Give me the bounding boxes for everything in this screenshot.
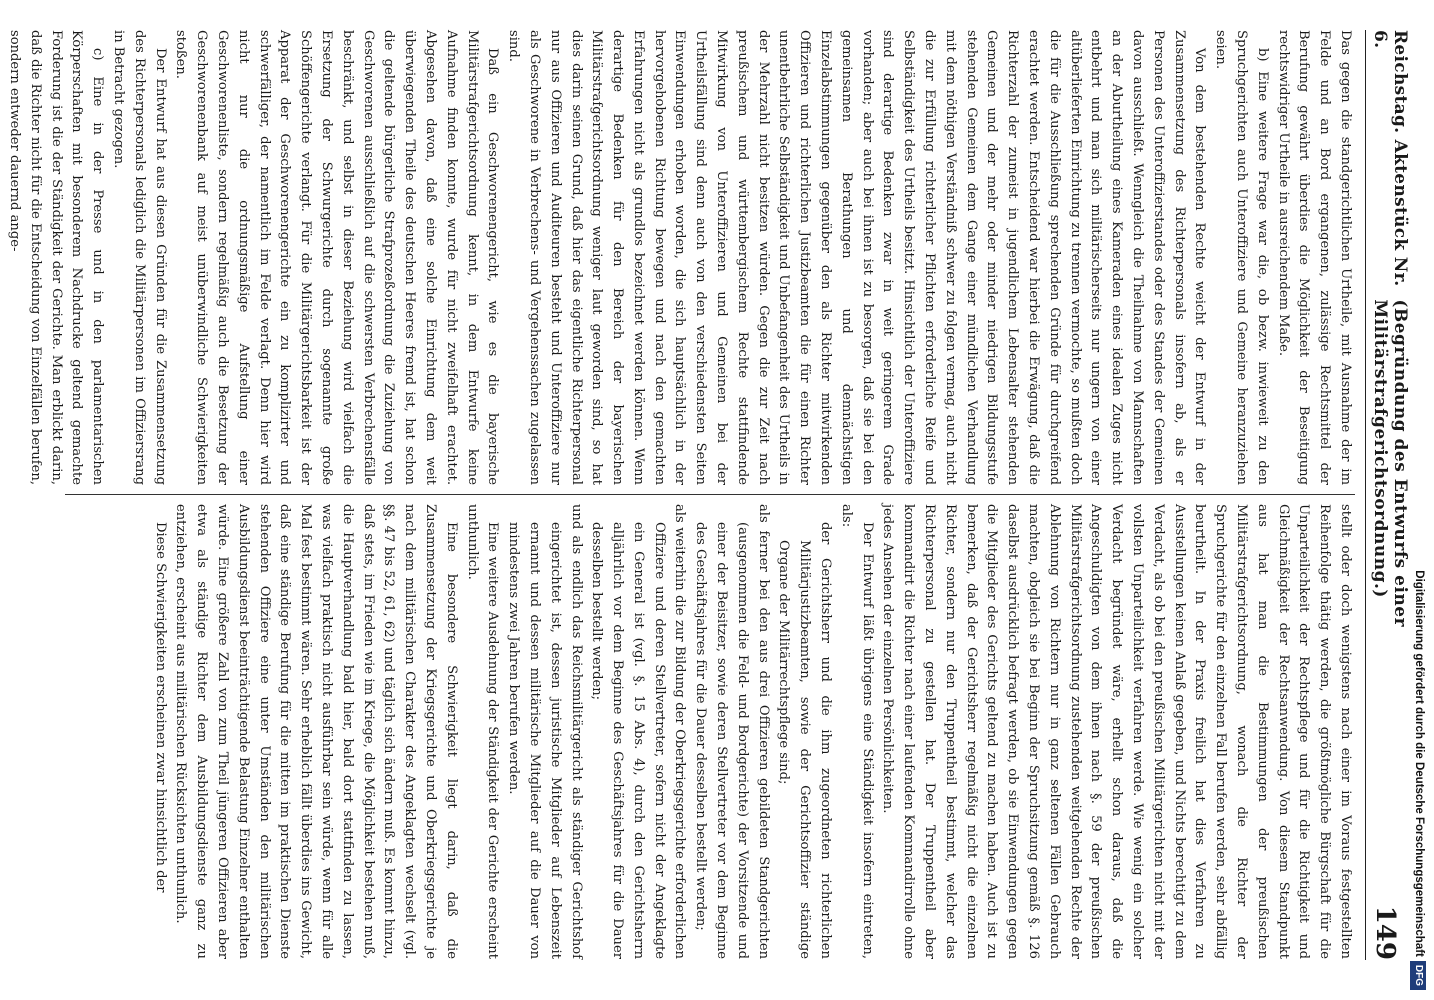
list-item: und als endlich das Reichsmilitärgericht als ständiger Gerichtshof eingerichtet ist, dessen juristische Mitglieder auf Lebenszeit ernannt und dessen militärische Mitglieder auf die Dauer von mindestens zwei Jahren berufen werden. (506, 504, 584, 959)
list-item: der Gerichtsherr und die ihm zugeordneten richterlichen Militärjustizbeamten, sowie der Gerichtsoffizier ständige Organe der Militärrechtspflege sind; (776, 522, 834, 959)
paragraph: c) Eine in der Presse und in den parlamentarischen Körperschaften mit besonderem Nachdrucke geltend gemachte Forderung ist die der Ständigkeit der Gerichte. Man erblickt darin, daß die Richter nicht für die Entscheidung von Einzelfällen berufen, sondern entweder dauernd ange- (7, 30, 106, 485)
header-left: Reichstag. Aktenstück Nr. 6. (1370, 30, 1410, 287)
dfg-logo: DFG (1410, 961, 1426, 990)
paragraph: Eine weitere Ausdehnung der Ständigkeit der Gerichte erscheint unthunlich. (464, 504, 501, 959)
paragraph: Der Entwurf läßt übrigens eine Ständigkeit insofern eintreten, als: (838, 504, 875, 959)
list-item: als ferner bei den aus drei Offizieren gebildeten Standgerichten (ausgenommen die Feld- und Bordgerichte) der Vorsitzende und einer der Beisitzer, sowie deren Stellvertreter vor dem Beginne des Geschäftsjahres für die Dauer desselben bestellt werden; (693, 504, 771, 959)
right-column (55, 504, 1355, 959)
printed-page (7, 30, 1410, 960)
list-item: als weiterhin die zur Bildung der Oberkriegsgerichte erforderlichen Offiziere und deren Stellvertreter, sofern nicht der Angeklagte ein General ist (vgl. §. 15 Abs. 4), durch den Gerichtsherrn alljährlich vor dem Beginne des Geschäftsjahres für die Dauer desselben bestellt werden; (589, 504, 688, 959)
rotated-page-area (7, 30, 1410, 960)
paragraph: Von dem bestehenden Rechte weicht der Entwurf in der Zusammensetzung des Richterpersonals insofern ab, als er Personen des Unteroffizierstandes oder des Standes der Gemeinen davon ausschließt. Wenngleich die Theilnahme von Mannschaften an der Aburtheilung eines Kameraden eines idealen Zuges nicht entbehrt und man sich militärischerseits nur ungern von einer altüberlieferten Einrichtung zu trennen vermochte, so mußten doch die für die Ausschließung sprechenden Gründe für durchgreifend erachtet werden. Entscheidend war hierbei die Erwägung, daß die Richterzahl der zumeist in jugendlichem Lebensalter stehenden Gemeinen und der mehr oder minder niedrigen Bildungsstufe stehenden Gemeinen dem Gange einer mündlichen Verhandlung mit dem nöthigen Verständniß schwer zu folgen vermag, auch nicht die zur Erfüllung richterlicher Pflichten erforderliche Reife und Selbständigkeit des Urtheils besitzt. Hinsichtlich der Unteroffiziere sind derartige Bedenken zwar in weit geringerem Grade vorhanden; aber auch bei ihnen ist zu besorgen, daß sie bei den gemeinsamen Berathungen und demnächstigen Einzelabstimmungen gegenüber den als Richter mitwirkenden Offizieren und richterlichen Justizbeamten die für einen Richter unentbehrliche Selbständigkeit und Unbefangenheit des Urtheils in der Mehrzahl nicht besitzen würden. Gegen die zur Zeit nach preußischem und württembergischem Rechte stattfindende Mitwirkung von Unteroffizieren und Gemeinen bei der Urtheilsfällung sind denn auch von den verschiedensten Seiten Einwendungen erhoben worden, die sich hauptsächlich in der hervorgehobenen Richtung bewegen und nach den gemachten Erfahrungen nicht als grundlos bezeichnet werden können. Wenn derartige Bedenken für den Bereich der bayerischen Militärstrafgerichtsordnung weniger laut geworden sind, so hat dies darin seinen Grund, daß hier das eigentliche Richterpersonal nur aus Offizieren und Auditeuren besteht und Unteroffiziere nur als Geschworene in Verbrechens- und Vergehenssachen zugelassen sind. (506, 30, 1208, 485)
paragraph: Diese Schwierigkeiten erscheinen zwar hinsichtlich der (152, 522, 168, 893)
page-number: 149 (1370, 905, 1400, 960)
paragraph: stellt oder doch wenigstens nach einer im Voraus festgestellten Reihenfolge thätig werden, die größtmögliche Bürgschaft für die Unparteilichkeit der Rechtspflege und für die Richtigkeit und Gleichmäßigkeit der Rechtsanwendung. Von diesem Standpunkt aus hat man die Bestimmungen der preußischen Militärstrafgerichtsordnung, wonach die Richter der Spruchgerichte für den einzelnen Fall berufen werden, sehr abfällig beurtheilt. In der Praxis freilich hat dies Verfahren zu Ausstellungen keinen Anlaß gegeben, und Nichts berechtigt zu dem Verdacht, als ob bei den preußischen Militärgerichten nicht mit der vollsten Unparteilichkeit verfahren werde. Wie wenig ein solcher Verdacht begründet wäre, erhellt schon daraus, daß die Angeschuldigten von dem ihnen nach §. 59 der preußischen Militärstrafgerichtsordnung zustehenden weitgehenden Rechte der Ablehnung von Richtern nur in ganz seltenen Fällen Gebrauch machten, obgleich sie bei Beginn der Spruchsitzung gemäß §. 126 daselbst ausdrücklich befragt werden, ob sie Einwendungen gegen die Mitglieder des Gerichts geltend zu machen haben. Auch ist zu bemerken, daß der Gerichtsherr regelmäßig nicht die einzelnen Richter, sondern nur den Truppentheil bestimmt, welcher das Richterpersonal zu gestellen hat. Der Truppentheil aber kommandirt die Richter nach einer laufenden Kommandirrolle ohne jedes Ansehen der einzelnen Persönlichkeiten. (880, 504, 1353, 959)
paragraph: Das gegen die standgerichtlichen Urtheile, mit Ausnahme der im Felde und an Bord ergangenen, zulässige Rechtsmittel der Berufung gewährt überdies die Möglichkeit der Beseitigung rechtswidriger Urtheile in ausreichendem Maße. (1275, 30, 1353, 485)
running-header (1365, 30, 1410, 960)
header-title: (Begründung des Entwurfs einer Militärstrafgerichtsordnung.) (1370, 299, 1410, 628)
paragraph: Der Entwurf hat aus diesen Gründen für die Zusammensetzung des Richterpersonals lediglich die Militärpersonen im Offiziersrang in Betracht gezogen. (110, 30, 168, 485)
paragraph: Daß ein Geschworenengericht, wie es die bayerische Militärstrafgerichtsordnung kennt, in dem Entwurfe keine Aufnahme finden konnte, wurde für nicht zweifelhaft erachtet. Abgesehen davon, daß eine solche Einrichtung dem weit überwiegenden Theile des deutschen Heeres fremd ist, hat schon die geltende bürgerliche Strafprozeßordnung die Zuziehung von Geschworenen ausschließlich auf die schwersten Verbrechensfälle beschränkt, und selbst in dieser Beziehung wird vielfach die Ersetzung der Schwurgerichte durch sogenannte große Schöffengerichte verlangt. Für die Militärgerichtsbarkeit ist der Apparat der Geschworenengerichte ein zu komplizirter und schwerfälliger, der namentlich im Felde verlagt. Denn hier wird nicht nur die ordnungsmäßige Aufstellung einer Geschworenenliste, sondern regelmäßig auch die Besetzung der Geschworenenbank auf meist unüberwindliche Schwierigkeiten stoßen. (173, 30, 501, 485)
text-columns (7, 30, 1355, 960)
paragraph: Eine besondere Schwierigkeit liegt darin, daß die Zusammensetzung der Kriegsgerichte und Oberkriegsgerichte je nach dem militärischen Charakter des Angeklagten wechselt (vgl. §§. 47 bis 52, 61, 62) und täglich sich ändern muß. Es kommt hinzu, daß stets, im Frieden wie im Kriege, die Möglichkeit bestehen muß, die Hauptverhandlung bald hier, bald dort stattfinden zu lassen, was vielfach praktisch nicht ausführbar sein würde, wenn für alle Mal fest bestimmt wären. Sehr erheblich fällt überdies ins Gewicht, daß eine ständige Berufung für die mitten im praktischen Dienste stehenden Offiziere eine unter Umständen den militärischen Ausbildungsdienst beeinträchtigende Belastung Einzelner enthalten würde. Eine größere Zahl von zum Theil jüngeren Offizieren aber etwa als ständige Richter dem Ausbildungsdienste ganz zu entziehen, erscheint aus militärischen Rücksichten unthunlich. (173, 504, 459, 959)
digitization-credit (1408, 10, 1430, 990)
credit-text: Digitalisierung gefördert durch die Deutsche Forschungsgemeinschaft (1413, 570, 1425, 957)
paragraph: b) Eine weitere Frage war die, ob bezw. inwieweit zu den Spruchgerichten auch Unteroffiziere und Gemeine heranzuziehen seien. (1213, 30, 1270, 485)
left-column (7, 30, 1355, 485)
column-divider (65, 494, 1355, 495)
